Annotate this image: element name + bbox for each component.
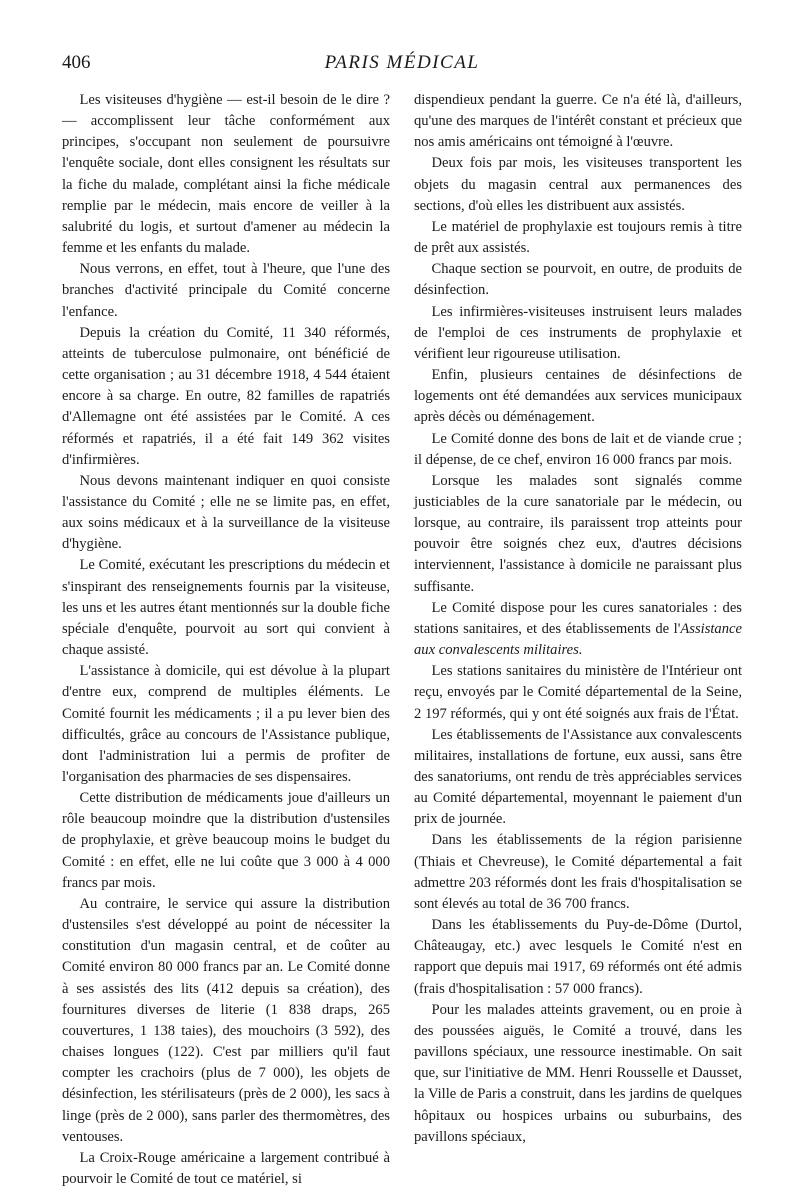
paragraph: Depuis la création du Comité, 11 340 réformés, atteints de tuberculose pulmonaire, ont bénéficié de cette organisation ; au 31 décembre 1918, 4 544 étaient encore à sa charge. En outre, 82 familles de rapatriés d'Allemagne ont été assistées par le Comité. A ces réformés et rapatriés, il a été fait 149 362 visites d'infirmières.: [62, 324, 390, 468]
left-column: [62, 90, 390, 1190]
paragraph: Nous devons maintenant indiquer en quoi consiste l'assistance du Comité ; elle ne se limite pas, en effet, aux soins médicaux et à la surveillance de la visiteuse d'hygiène.: [62, 472, 390, 553]
paragraph: Enfin, plusieurs centaines de désinfections de logements ont été demandées aux services municipaux après décès ou déménagement.: [414, 367, 742, 426]
page-number: 406: [62, 52, 91, 73]
paragraph-text: Le Comité dispose pour les cures sanatoriales : des stations sanitaires, et des établissements de l': [414, 599, 742, 637]
paragraph: Deux fois par mois, les visiteuses transportent les objets du magasin central aux permanences des sections, d'où elles les distribuent aux assistés.: [414, 155, 742, 214]
paragraph: Dans les établissements de la région parisienne (Thiais et Chevreuse), le Comité départemental a fait admettre 203 réformés dont les frais d'hospitalisation se sont élevés au total de 36 700 francs.: [414, 832, 742, 912]
paragraph: [414, 598, 742, 661]
right-column: [414, 90, 742, 1190]
paragraph: Les établissements de l'Assistance aux convalescents militaires, installations de fortune, eux aussi, sans être des sanatoriums, ont rendu de très appréciables services au Comité départemental, moyennant le paiement d'un prix de journée.: [414, 726, 742, 828]
paragraph: Au contraire, le service qui assure la distribution d'ustensiles s'est développé au point de nécessiter la constitution d'un magasin central, et de coûter au Comité environ 80 000 francs par an. Le Comité donne à ses assistés des lits (412 depuis sa création), des fournitures diverses de literie (1 838 draps, 265 couvertures, 1 138 taies), des mouchoirs (3 592), des chaises longues (122). C'est par milliers qu'il faut compter les crachoirs (plus de 7 000), les objets de désinfection, les stérilisateurs (près de 2 000), les sacs à linge (près de 2 000), sans parler des thermomètres, des ventouses.: [62, 895, 390, 1145]
paragraph: Les visiteuses d'hygiène — est-il besoin de le dire ? — accomplissent leur tâche conformément aux principes, s'occupant non seulement de poursuivre l'enquête sociale, dont elles consignent les résultats sur la fiche du malade, complétant ainsi la fiche médicale remplie par le médecin, mais encore de veiller à la salubrité du logis, et surtout d'amener au médecin la femme et les enfants du malade.: [62, 92, 390, 257]
paragraph: Lorsque les malades sont signalés comme justiciables de la cure sanatoriale par le médecin, ou lorsque, au contraire, ils paraissent trop atteints pour pouvoir être soignés chez eux, d'autres décisions interviennent, l'assistance à domicile ne paraissant plus suffisante.: [414, 472, 742, 595]
running-title: PARIS MÉDICAL: [324, 52, 480, 73]
paragraph: Pour les malades atteints gravement, ou en proie à des poussées aiguës, le Comité a trouvé, dans les pavillons spéciaux, une ressource inestimable. On sait que, sur l'initiative de MM. Henri Rousselle et Dausset, la Ville de Paris a construit, dans les jardins de quelques hôpitaux ou hospices urbains ou suburbains, des pavillons spéciaux,: [414, 1001, 742, 1145]
paragraph: Le Comité, exécutant les prescriptions du médecin et s'inspirant des renseignements fournis par la visiteuse, les uns et les autres étant mentionnés sur la double fiche spéciale d'enquête, pourvoit au sort qui convient à chaque assisté.: [62, 557, 390, 659]
italic-title: Assistance aux convalescents militaires.: [414, 620, 742, 659]
paragraph: Cette distribution de médicaments joue d'ailleurs un rôle beaucoup moindre que la distribution d'ustensiles de prophylaxie, et grève beaucoup moins le budget du Comité : en effet, elle ne lui coûte que 3 000 à 4 000 francs par mois.: [62, 790, 390, 891]
paragraph: La Croix-Rouge américaine a largement contribué à pourvoir le Comité de tout ce matériel, si: [62, 1149, 390, 1187]
paragraph: Les infirmières-visiteuses instruisent leurs malades de l'emploi de ces instruments de prophylaxie et vérifient leur rigoureuse utilisation.: [414, 303, 742, 362]
paragraph: Le matériel de prophylaxie est toujours remis à titre de prêt aux assistés.: [414, 218, 742, 257]
paragraph: Chaque section se pourvoit, en outre, de produits de désinfection.: [414, 261, 742, 299]
text-columns: [62, 90, 742, 1190]
paragraph: Dans les établissements du Puy-de-Dôme (Durtol, Châteaugay, etc.) avec lesquels le Comité n'est en rapport que depuis mai 1917, 69 réformés ont été admis (frais d'hospitalisation : 57 000 francs).: [414, 917, 742, 997]
page-header: [62, 52, 742, 82]
paragraph-continued: dispendieux pendant la guerre. Ce n'a été là, d'ailleurs, qu'une des marques de l'intérêt constant et précieux que nos amis américains ont témoigné à l'œuvre.: [414, 92, 742, 151]
paragraph: Nous verrons, en effet, tout à l'heure, que l'une des branches d'activité principale du Comité concerne l'enfance.: [62, 261, 390, 320]
paragraph: Le Comité donne des bons de lait et de viande crue ; il dépense, de ce chef, environ 16 000 francs par mois.: [414, 430, 742, 468]
paragraph: L'assistance à domicile, qui est dévolue à la plupart d'entre eux, comprend de multiples éléments. Le Comité fournit les médicaments ; il a pu lever bien des difficultés, grâce au concours de l'Assistance publique, dont l'administration lui a permis de profiter de l'organisation des pharmacies de ses dispensaires.: [62, 663, 390, 785]
paragraph: Les stations sanitaires du ministère de l'Intérieur ont reçu, envoyés par le Comité départemental de la Seine, 2 197 réformés, qui y ont été soignés aux frais de l'État.: [414, 663, 742, 722]
